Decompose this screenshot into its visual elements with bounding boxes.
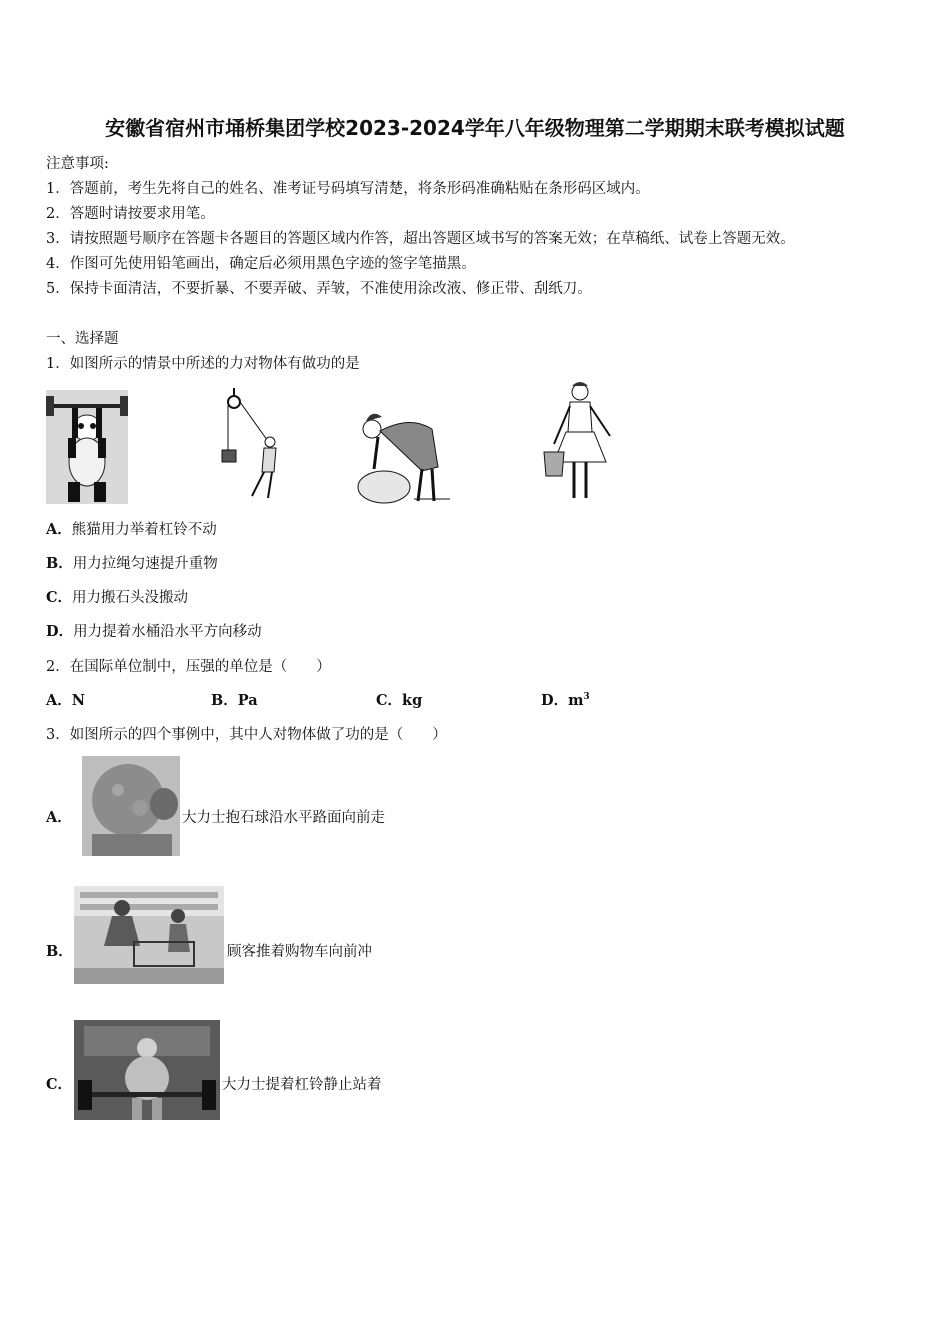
question-2-stem: 2．在国际单位制中，压强的单位是（ ） (46, 659, 331, 675)
q1-option-d: D．用力提着水桶沿水平方向移动 (46, 623, 262, 640)
pulley-rope-figure (218, 388, 290, 506)
shopping-cart-photo (74, 886, 224, 984)
question-1-stem: 1．如图所示的情景中所述的力对物体有做功的是 (46, 356, 360, 372)
question-3-stem: 3．如图所示的四个事例中，其中人对物体做了功的是（ ） (46, 727, 447, 743)
strongman-barbell-photo (74, 1020, 220, 1120)
panda-barbell-figure (46, 390, 128, 504)
q1-option-a: A．熊猫用力举着杠铃不动 (46, 521, 217, 538)
q2-option-d: D．$m^3$ (541, 692, 590, 709)
q3-option-a-letter: A． (46, 809, 72, 826)
notice-heading: 注意事项: (46, 156, 109, 172)
moving-rock-figure (352, 405, 452, 505)
notice-item-1: 1．答题前，考生先将自己的姓名、准考证号码填写清楚，将条形码准确粘贴在条形码区域内。 (46, 181, 650, 197)
q2-option-a: A．N (46, 692, 86, 709)
section-heading: 一、选择题 (46, 331, 119, 347)
strongman-stone-ball-photo (82, 756, 180, 856)
q1-option-b: B．用力拉绳匀速提升重物 (46, 555, 218, 572)
notice-item-3: 3．请按照题号顺序在答题卡各题目的答题区域内作答，超出答题区域书写的答案无效；在草稿纸、试卷上答题无效。 (46, 231, 795, 247)
page-title: 安徽省宿州市埇桥集团学校2023-2024学年八年级物理第二学期期末联考模拟试题 (105, 116, 845, 140)
notice-item-5: 5．保持卡面清洁，不要折暴、不要弄破、弄皱，不准使用涂改液、修正带、刮纸刀。 (46, 281, 592, 297)
q3-option-c-text: 大力士提着杠铃静止站着 (222, 1077, 382, 1093)
q2-option-c: C．kg (376, 692, 423, 709)
q3-option-b-letter: B． (46, 943, 73, 960)
carry-bucket-figure (540, 380, 620, 505)
q2-option-b: B．Pa (211, 692, 258, 709)
notice-item-2: 2．答题时请按要求用笔。 (46, 206, 215, 222)
q1-option-c: C．用力搬石头没搬动 (46, 589, 189, 606)
q3-option-c-letter: C． (46, 1076, 73, 1093)
q3-option-a-text: 大力士抱石球沿水平路面向前走 (182, 810, 385, 826)
q3-option-b-text: 顾客推着购物车向前冲 (227, 944, 372, 960)
notice-item-4: 4．作图可先使用铅笔画出，确定后必须用黑色字迹的签字笔描黑。 (46, 256, 476, 272)
